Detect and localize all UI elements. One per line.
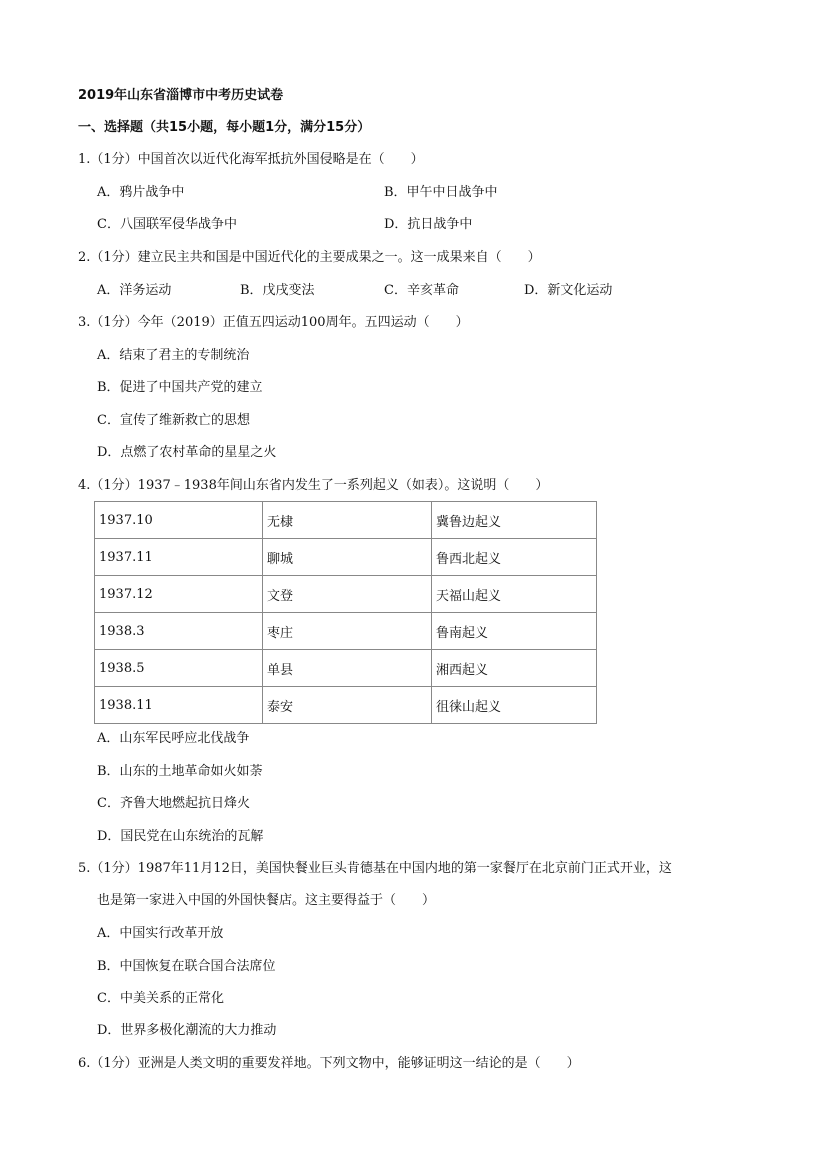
question-2-option-b[interactable]: B．戊戌变法 [240,283,315,298]
table-cell-date: 1938.3 [95,613,263,650]
table-cell-date: 1938.5 [95,650,263,687]
page-title: 2019年山东省淄博市中考历史试卷 [78,88,284,103]
table-row [95,613,597,650]
table-cell-place: 无棣 [263,502,432,539]
table-row [95,576,597,613]
question-2-option-d[interactable]: D．新文化运动 [524,283,613,298]
table-cell-uprising: 冀鲁边起义 [432,502,597,539]
table-cell-date: 1937.12 [95,576,263,613]
question-2-stem: 2.（1分）建立民主共和国是中国近代化的主要成果之一。这一成果来自（ ） [78,250,541,265]
table-cell-uprising: 天福山起义 [432,576,597,613]
question-5-option-d[interactable]: D．世界多极化潮流的大力推动 [97,1023,277,1038]
question-4-option-c[interactable]: C．齐鲁大地燃起抗日烽火 [97,796,250,811]
table-cell-uprising: 湘西起义 [432,650,597,687]
question-5-stem-line-2: 也是第一家进入中国的外国快餐店。这主要得益于（ ） [97,893,436,908]
question-2-option-c[interactable]: C．辛亥革命 [384,283,459,298]
question-5-option-b[interactable]: B．中国恢复在联合国合法席位 [97,959,276,974]
question-6-stem: 6.（1分）亚洲是人类文明的重要发祥地。下列文物中，能够证明这一结论的是（ ） [78,1056,580,1071]
table-row [95,687,597,724]
question-1-option-a[interactable]: A．鸦片战争中 [97,185,185,200]
question-5-stem-line-1: 5.（1分）1987年11月12日，美国快餐业巨头肯德基在中国内地的第一家餐厅在北京前门正式开业，这 [78,861,672,876]
table-cell-place: 单县 [263,650,432,687]
question-4-option-a[interactable]: A．山东军民呼应北伐战争 [97,731,250,746]
table-cell-place: 文登 [263,576,432,613]
table-cell-uprising: 徂徕山起义 [432,687,597,724]
question-4-option-b[interactable]: B．山东的土地革命如火如荼 [97,764,263,779]
table-cell-date: 1937.11 [95,539,263,576]
question-5-option-a[interactable]: A．中国实行改革开放 [97,926,224,941]
question-3-option-d[interactable]: D．点燃了农村革命的星星之火 [97,445,277,460]
table-cell-date: 1938.11 [95,687,263,724]
table-row [95,502,597,539]
table-cell-uprising: 鲁西北起义 [432,539,597,576]
question-1-option-d[interactable]: D．抗日战争中 [384,217,473,232]
question-3-stem: 3.（1分）今年（2019）正值五四运动100周年。五四运动（ ） [78,315,469,330]
section-heading: 一、选择题（共15小题，每小题1分，满分15分） [78,120,371,135]
question-2-option-a[interactable]: A．洋务运动 [97,283,172,298]
table-cell-place: 聊城 [263,539,432,576]
question-4-stem: 4.（1分）1937﹣1938年间山东省内发生了一系列起义（如表）。这说明（ ） [78,478,549,493]
question-3-option-b[interactable]: B．促进了中国共产党的建立 [97,380,263,395]
question-5-option-c[interactable]: C．中美关系的正常化 [97,991,224,1006]
table-row [95,650,597,687]
question-3-option-c[interactable]: C．宣传了维新救亡的思想 [97,413,250,428]
question-4-option-d[interactable]: D．国民党在山东统治的瓦解 [97,829,264,844]
uprisings-table [94,501,597,724]
question-1-stem: 1.（1分）中国首次以近代化海军抵抗外国侵略是在（ ） [78,152,424,167]
table-cell-place: 枣庄 [263,613,432,650]
table-cell-place: 泰安 [263,687,432,724]
question-3-option-a[interactable]: A．结束了君主的专制统治 [97,348,250,363]
table-row [95,539,597,576]
question-1-option-b[interactable]: B．甲午中日战争中 [384,185,498,200]
table-cell-uprising: 鲁南起义 [432,613,597,650]
question-1-option-c[interactable]: C．八国联军侵华战争中 [97,217,237,232]
table-cell-date: 1937.10 [95,502,263,539]
